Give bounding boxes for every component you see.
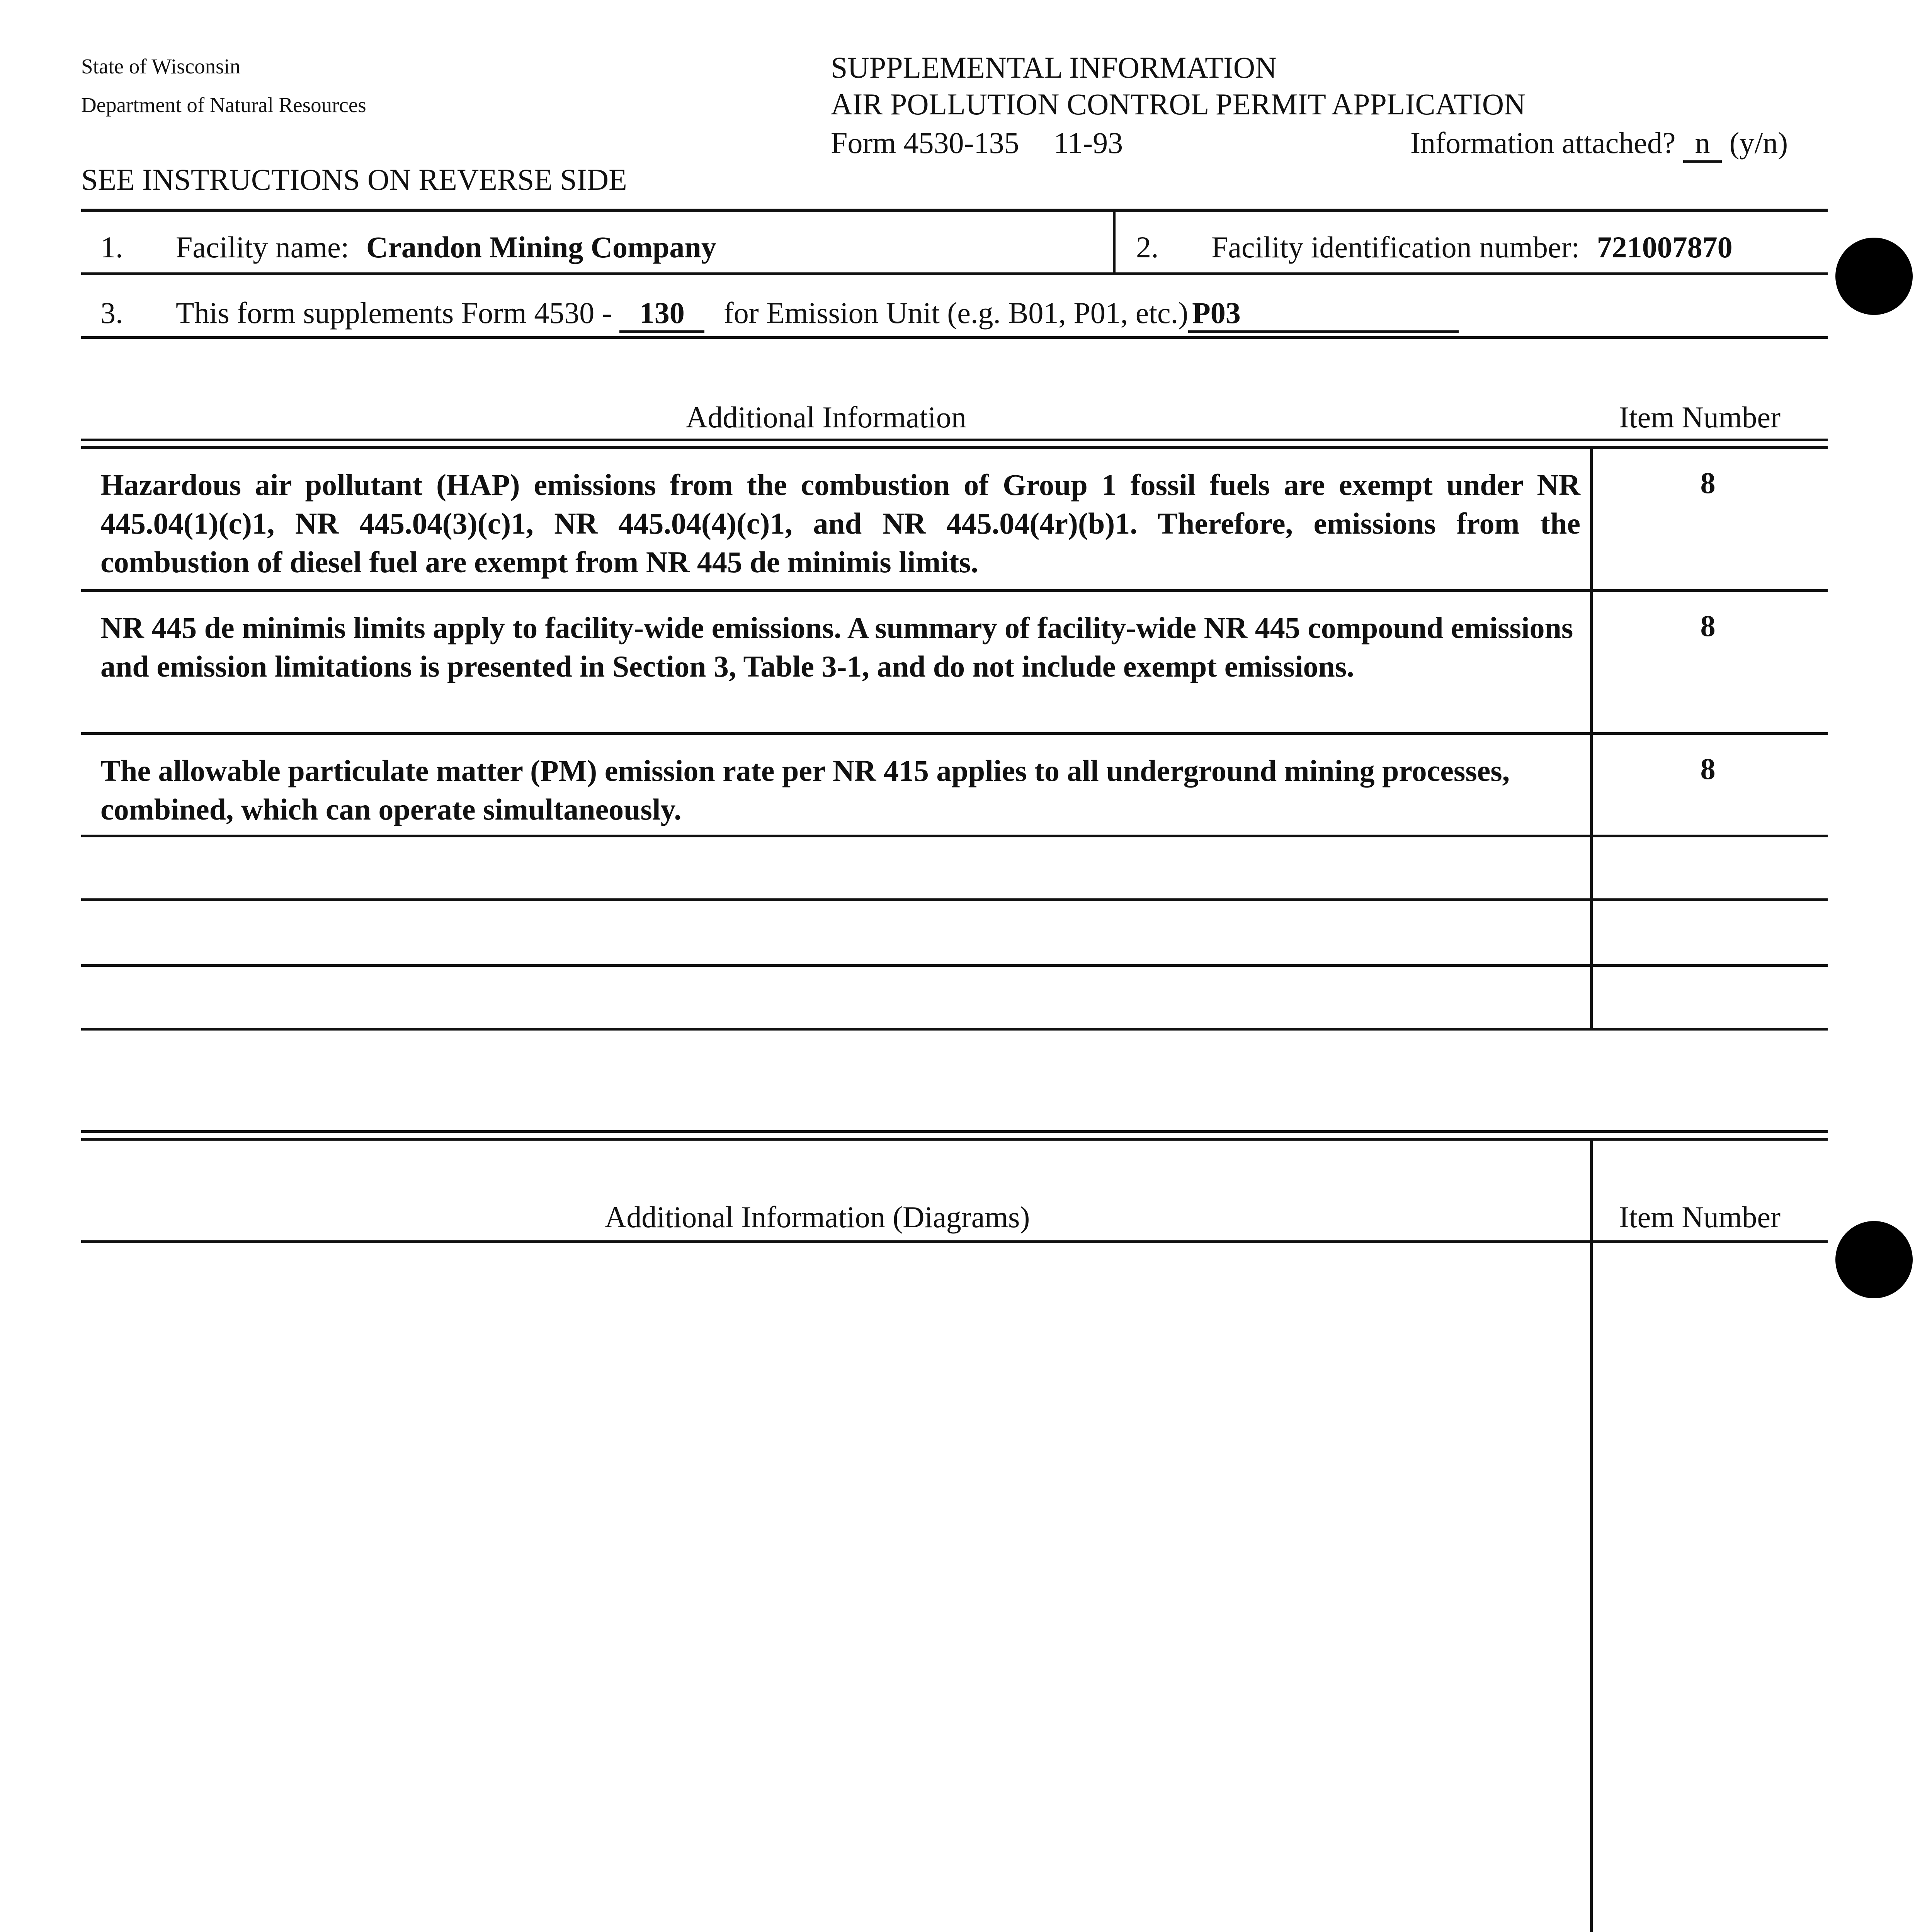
field-top-rule bbox=[81, 209, 1828, 212]
field-divider bbox=[1113, 211, 1116, 274]
table1-row-rule-3 bbox=[81, 835, 1828, 837]
department-label: Department of Natural Resources bbox=[81, 93, 366, 117]
instructions-note: SEE INSTRUCTIONS ON REVERSE SIDE bbox=[81, 163, 627, 196]
diagrams-header-rule bbox=[81, 1240, 1828, 1243]
info-attached-hint: (y/n) bbox=[1729, 126, 1788, 160]
table1-row-rule-5 bbox=[81, 964, 1828, 967]
supplements-field[interactable]: 130 bbox=[619, 296, 704, 333]
additional-info-header: Additional Information bbox=[686, 400, 966, 434]
facility-name-label: Facility name: bbox=[176, 230, 349, 264]
supplements-row bbox=[176, 296, 1459, 333]
facility-name-field[interactable]: Crandon Mining Company bbox=[366, 230, 716, 264]
diagrams-area[interactable] bbox=[83, 1243, 1590, 1932]
supplements-label: This form supplements Form 4530 - bbox=[176, 296, 612, 330]
form-number-value: Form 4530-135 bbox=[831, 126, 1019, 160]
facility-name bbox=[176, 230, 716, 265]
facility-id bbox=[1211, 230, 1733, 265]
state-label: State of Wisconsin bbox=[81, 54, 241, 78]
field-bottom-rule bbox=[81, 336, 1828, 339]
info-row-3-text: The allowable particulate matter (PM) emission rate per NR 415 applies to all underground mining processes, combined, which can operate simultaneously. bbox=[100, 754, 1510, 826]
info-row-2-text: NR 445 de minimis limits apply to facility-wide emissions. A summary of facility-wide NR 445 compound emissions and emission limitations is presented in Section 3, Table 3-1, and do not include exempt emissions. bbox=[100, 611, 1573, 683]
field-mid-rule bbox=[81, 272, 1828, 275]
form-title-line1: SUPPLEMENTAL INFORMATION bbox=[831, 51, 1277, 84]
table1-row-rule-1 bbox=[81, 589, 1828, 592]
binder-hole-top bbox=[1835, 238, 1913, 315]
binder-hole-middle bbox=[1835, 1221, 1913, 1298]
form-number bbox=[831, 126, 1123, 160]
table1-row-rule-4 bbox=[81, 898, 1828, 901]
table1-row-rule-2 bbox=[81, 732, 1828, 735]
info-attached-field[interactable]: n bbox=[1683, 126, 1722, 163]
table1-double-rule-bottom bbox=[81, 446, 1828, 449]
info-row-1-text: Hazardous air pollutant (HAP) emissions from the combustion of Group 1 fossil fuels are exempt under NR 445.04(1)(c)1, NR 445.04(3)(c)1, NR 445.04(4)(c)1, and NR 445.04(4r)(b)1. Therefore, emissions from the combustion of diesel fuel are exempt from NR 445 de minimis limits. bbox=[100, 468, 1580, 579]
info-attached-label: Information attached? bbox=[1410, 126, 1676, 160]
field1-number: 1. bbox=[100, 230, 123, 264]
table2-double-rule-top bbox=[81, 1130, 1828, 1133]
item-number-header: Item Number bbox=[1619, 400, 1781, 434]
diagrams-header: Additional Information (Diagrams) bbox=[605, 1200, 1030, 1234]
table1-bottom-rule bbox=[81, 1028, 1828, 1031]
table1-column-divider bbox=[1590, 448, 1593, 1030]
form-date: 11-93 bbox=[1054, 126, 1123, 160]
info-row-2-item: 8 bbox=[1700, 609, 1716, 643]
emission-unit-field[interactable]: P03 bbox=[1188, 296, 1459, 333]
field2-number: 2. bbox=[1136, 230, 1159, 264]
facility-id-label: Facility identification number: bbox=[1211, 230, 1580, 264]
form-title-line2: AIR POLLUTION CONTROL PERMIT APPLICATION bbox=[831, 87, 1526, 121]
table2-column-divider bbox=[1590, 1140, 1593, 1932]
emission-unit-label: for Emission Unit (e.g. B01, P01, etc.) bbox=[723, 296, 1189, 330]
diagrams-item-number-header: Item Number bbox=[1619, 1200, 1781, 1234]
table2-double-rule-bottom bbox=[81, 1138, 1828, 1141]
info-row-3-item: 8 bbox=[1700, 752, 1716, 786]
field3-number: 3. bbox=[100, 296, 123, 330]
table1-double-rule-top bbox=[81, 439, 1828, 441]
info-row-1-item: 8 bbox=[1700, 466, 1716, 500]
info-attached bbox=[1410, 126, 1788, 163]
facility-id-field[interactable]: 721007870 bbox=[1597, 230, 1733, 264]
